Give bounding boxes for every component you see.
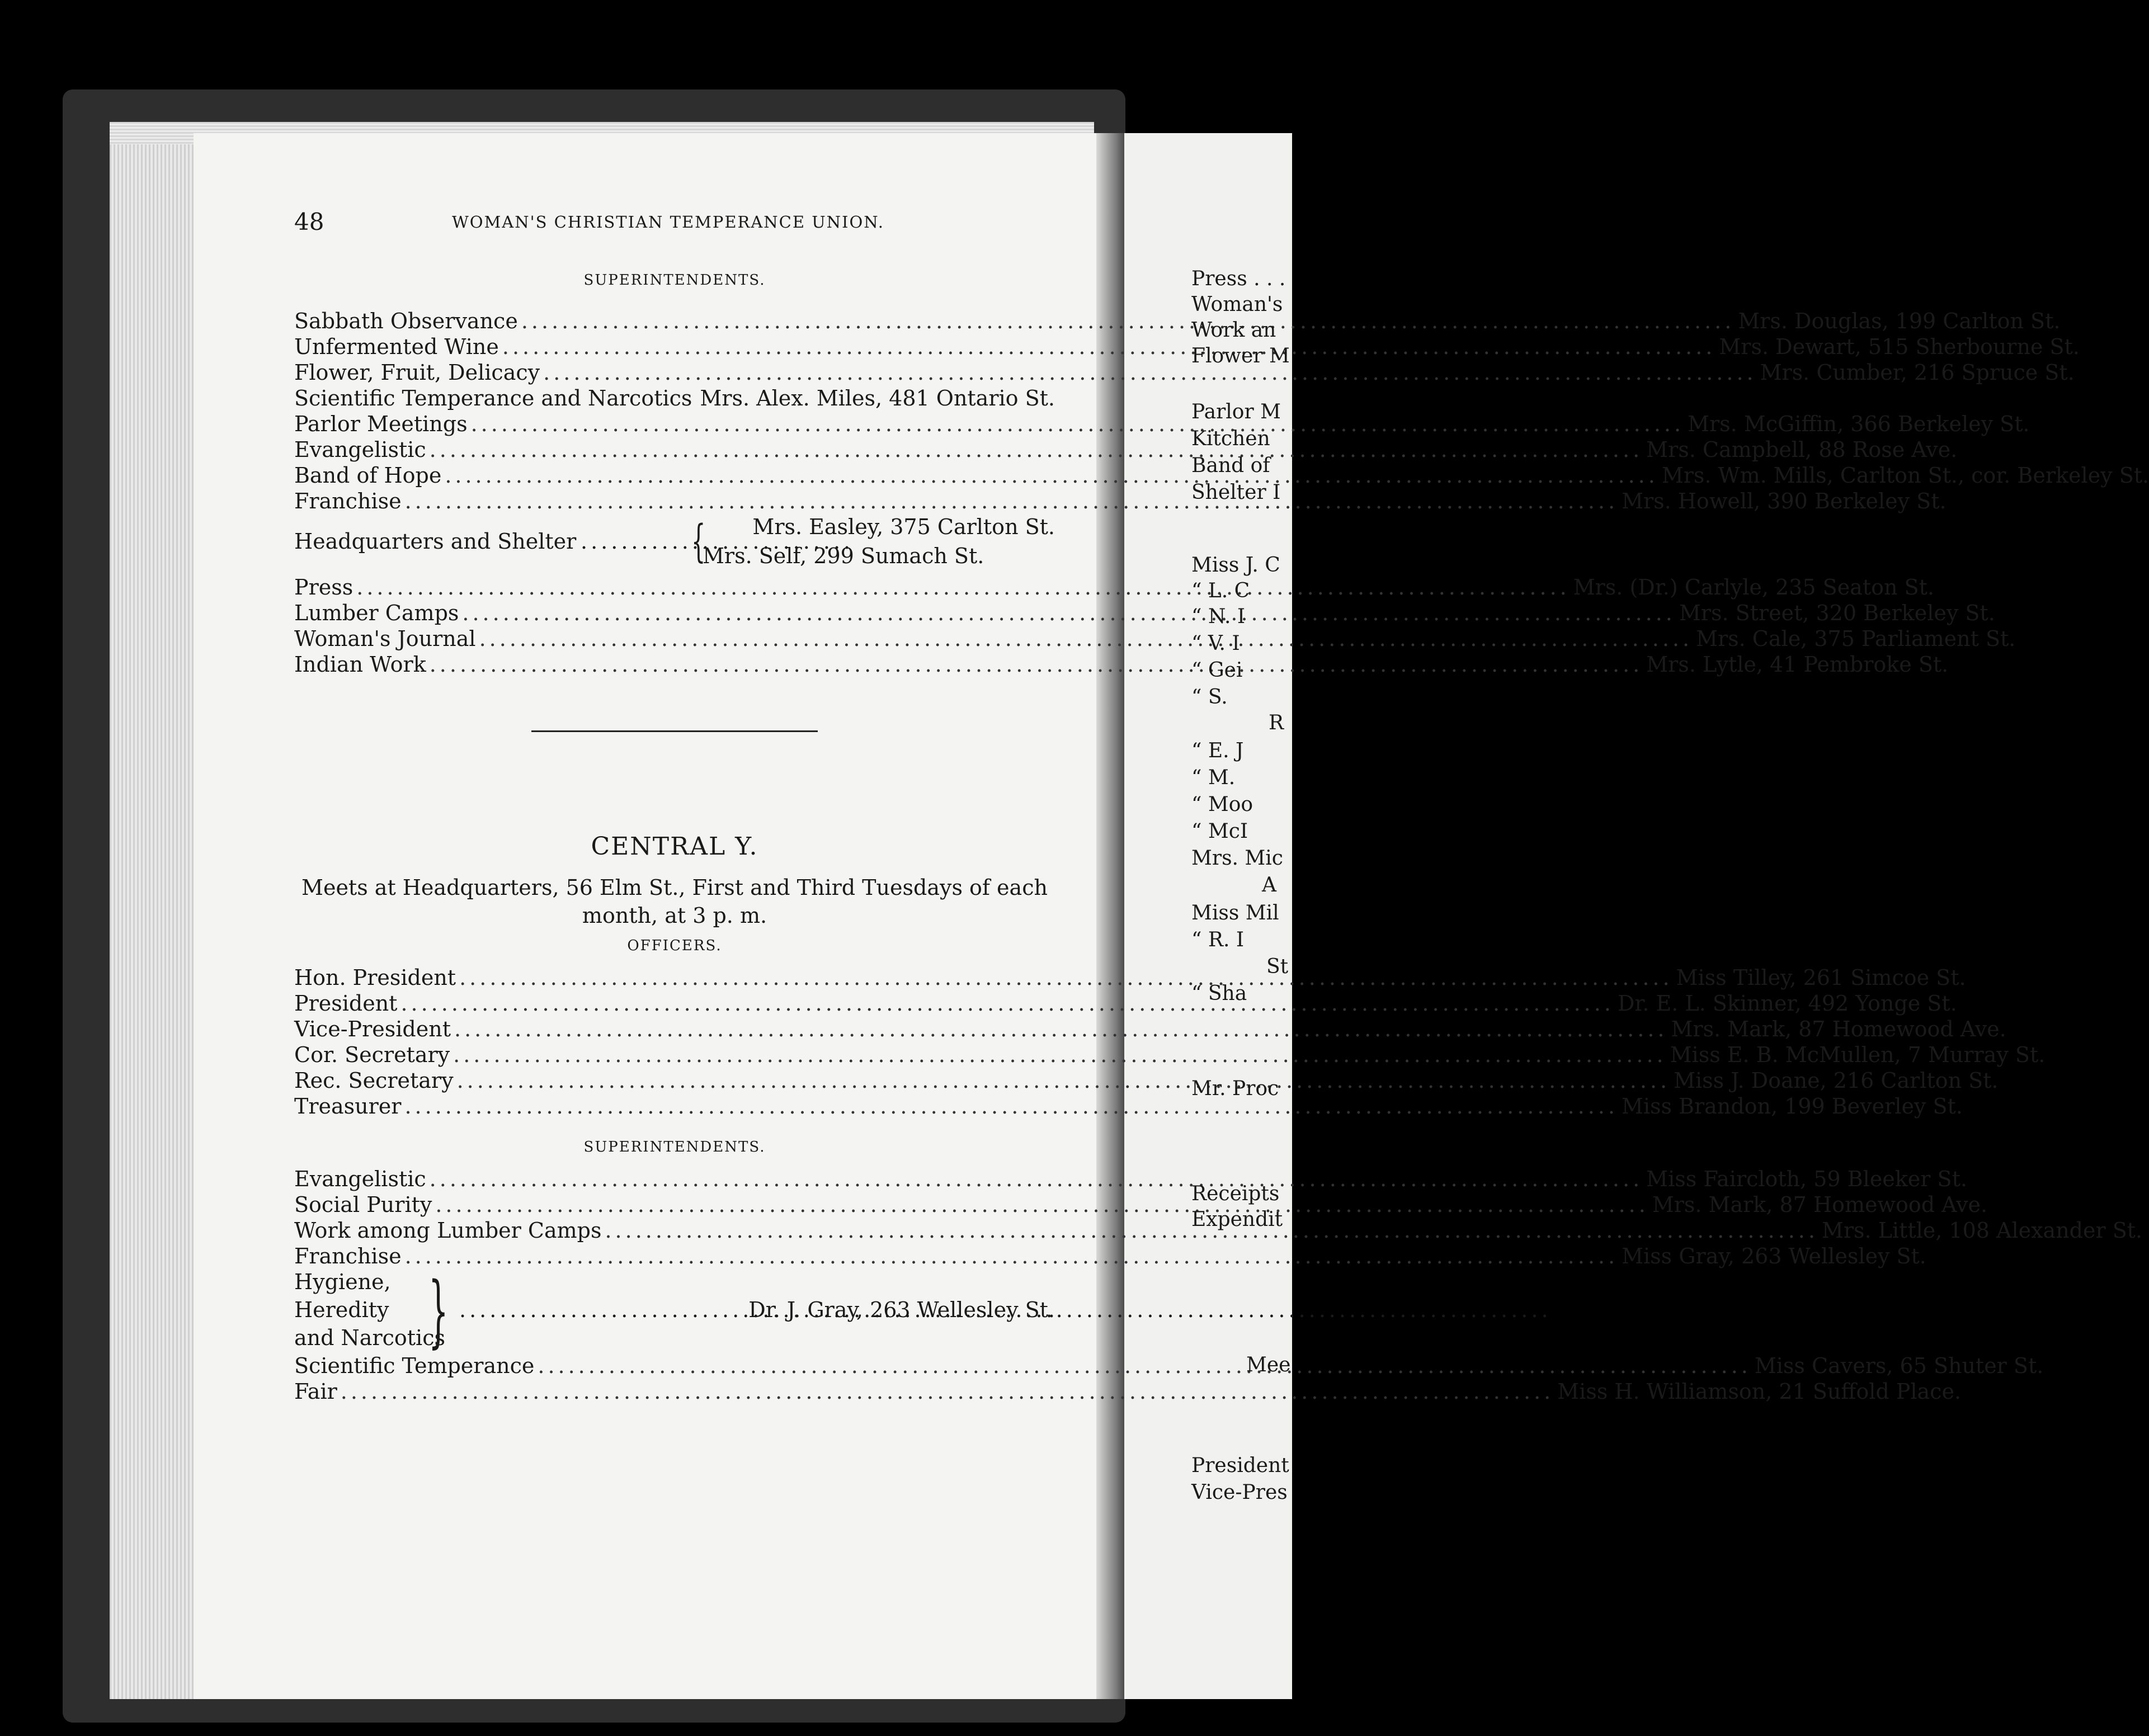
right-page-line: St bbox=[1266, 955, 1289, 978]
right-page-line: Mr. Proc bbox=[1191, 1077, 1279, 1100]
entry-label: Hygiene, bbox=[294, 1270, 391, 1294]
right-page-line: “ L. C bbox=[1191, 579, 1250, 602]
right-page-line: Shelter I bbox=[1191, 481, 1281, 504]
right-page-line: Woman's bbox=[1191, 293, 1283, 316]
dot-leader bbox=[430, 652, 1643, 677]
right-page-line: “ V. I bbox=[1191, 632, 1240, 655]
dot-leader bbox=[453, 1042, 1667, 1067]
entry-value: Mrs. Douglas, 199 Carlton St. bbox=[1738, 309, 2061, 333]
right-page-line: Press . . . bbox=[1191, 267, 1286, 290]
list-item bbox=[294, 386, 1055, 412]
entry-label: Evangelistic bbox=[294, 1167, 426, 1191]
list-item bbox=[294, 1017, 2006, 1042]
right-page-line: Miss J. C bbox=[1191, 554, 1280, 577]
section-title: CENTRAL Y. bbox=[591, 832, 758, 861]
dot-leader bbox=[341, 1379, 1554, 1404]
entry-value: Mrs. (Dr.) Carlyle, 235 Seaton St. bbox=[1573, 575, 1934, 600]
entry-label: and Narcotics bbox=[294, 1325, 445, 1350]
dot-leader bbox=[405, 1244, 1619, 1268]
entry-value: Dr. J. Gray, 263 Wellesley St. bbox=[748, 1298, 1055, 1322]
entry-value: Mrs. Wm. Mills, Carlton St., cor. Berkeley St. bbox=[1661, 463, 2149, 488]
brace-icon: } bbox=[428, 1266, 449, 1357]
entry-label: Lumber Camps bbox=[294, 601, 459, 625]
list-item bbox=[294, 412, 2030, 437]
entry-label: Rec. Secretary bbox=[294, 1068, 454, 1093]
right-page-line: “ Sha bbox=[1191, 982, 1247, 1005]
entry-value: Mrs. Lytle, 41 Pembroke St. bbox=[1646, 652, 1949, 677]
entry-value: Miss E. B. McMullen, 7 Murray St. bbox=[1670, 1042, 2046, 1067]
list-item bbox=[294, 360, 2075, 386]
entry-value: Mrs. Little, 108 Alexander St. bbox=[1821, 1218, 2143, 1243]
dot-leader bbox=[356, 575, 1570, 600]
entry-value: Miss Faircloth, 59 Bleeker St. bbox=[1646, 1167, 1967, 1191]
dot-leader bbox=[430, 1167, 1643, 1191]
entry-label: Indian Work bbox=[294, 652, 426, 677]
dot-leader bbox=[471, 412, 1685, 436]
dot-leader bbox=[695, 386, 696, 411]
right-page-line: A bbox=[1262, 874, 1276, 897]
entry-label: Band of Hope bbox=[294, 463, 442, 488]
right-page-line: Mrs. Mic bbox=[1191, 847, 1283, 870]
right-page-line: “ M. bbox=[1191, 766, 1236, 789]
meeting-info bbox=[294, 874, 1055, 930]
entry-label: Fair bbox=[294, 1379, 337, 1404]
entry-value: Mrs. Howell, 390 Berkeley St. bbox=[1622, 489, 1947, 513]
dot-leader bbox=[405, 489, 1619, 513]
section-divider bbox=[531, 730, 818, 732]
running-head bbox=[294, 208, 1055, 242]
dot-leader bbox=[457, 1068, 1671, 1093]
dot-leader bbox=[538, 1353, 1751, 1378]
dot-leader bbox=[543, 360, 1757, 385]
entry-value: Mrs. Cumber, 216 Spruce St. bbox=[1760, 360, 2075, 385]
entry-value: Mrs. Dewart, 515 Sherbourne St. bbox=[1719, 334, 2080, 359]
list-item bbox=[294, 965, 1966, 991]
right-page-line: Parlor M bbox=[1191, 400, 1281, 423]
right-page-line: “ McI bbox=[1191, 820, 1248, 843]
right-page-line: Band of bbox=[1191, 454, 1270, 477]
entry-label: Cor. Secretary bbox=[294, 1042, 450, 1067]
entry-label: Vice-President bbox=[294, 1017, 451, 1041]
entry-value: Miss Tilley, 261 Simcoe St. bbox=[1676, 965, 1966, 990]
dot-leader bbox=[521, 309, 1735, 333]
entry-label: President bbox=[294, 991, 398, 1016]
dot-leader bbox=[581, 529, 687, 554]
dot-leader bbox=[435, 1192, 1649, 1217]
right-page-line: “ E. J bbox=[1191, 739, 1244, 762]
entry-value: Miss Gray, 263 Wellesley St. bbox=[1622, 1244, 1926, 1268]
right-page-line: Vice-Pres bbox=[1191, 1481, 1288, 1504]
right-page-line: Mee bbox=[1246, 1353, 1291, 1376]
entry-label: Sabbath Observance bbox=[294, 309, 518, 333]
entry-label: Social Purity bbox=[294, 1192, 432, 1217]
list-item bbox=[294, 1042, 2046, 1068]
entry-value: Mrs. Self, 299 Sumach St. bbox=[703, 544, 984, 568]
entry-value: Mrs. McGiffin, 366 Berkeley St. bbox=[1688, 412, 2030, 436]
entry-value: Miss Brandon, 199 Beverley St. bbox=[1621, 1094, 1963, 1119]
right-page-line: Receipts bbox=[1191, 1182, 1280, 1205]
entry-label: Franchise bbox=[294, 1244, 402, 1268]
list-item bbox=[294, 463, 2149, 489]
entry-value: Mrs. Street, 320 Berkeley St. bbox=[1679, 601, 1995, 625]
entry-label: Headquarters and Shelter bbox=[294, 529, 577, 554]
right-page-line: “ Moo bbox=[1191, 793, 1253, 816]
right-page-line: Kitchen bbox=[1191, 427, 1270, 450]
entry-label: Scientific Temperance bbox=[294, 1353, 535, 1378]
right-page-line: “ R. I bbox=[1191, 928, 1245, 951]
page-number: 48 bbox=[294, 208, 324, 235]
meeting-info-line: Meets at Headquarters, 56 Elm St., First and Third Tuesdays of each bbox=[301, 875, 1048, 900]
dot-leader bbox=[479, 626, 1693, 651]
entry-value: Miss Cavers, 65 Shuter St. bbox=[1754, 1353, 2044, 1378]
superintendents-heading: SUPERINTENDENTS. bbox=[583, 272, 766, 289]
entry-label: Franchise bbox=[294, 489, 402, 513]
entry-label: Evangelistic bbox=[294, 437, 426, 462]
entry-value: Dr. E. L. Skinner, 492 Yonge St. bbox=[1617, 991, 1957, 1016]
right-page-line: “ S. bbox=[1191, 686, 1228, 709]
right-page-line: Miss Mil bbox=[1191, 902, 1279, 924]
meeting-info-line: month, at 3 p. m. bbox=[582, 903, 767, 928]
entry-label: Unfermented Wine bbox=[294, 334, 499, 359]
officers-heading: OFFICERS. bbox=[627, 937, 722, 954]
hygiene-entry bbox=[294, 1266, 1055, 1357]
entry-label: Work among Lumber Camps bbox=[294, 1218, 602, 1243]
right-page-line: Work an bbox=[1191, 319, 1276, 342]
entry-label: Woman's Journal bbox=[294, 626, 476, 651]
entry-label: Press bbox=[294, 575, 354, 600]
right-page-line: Flower M bbox=[1191, 345, 1290, 367]
dot-leader bbox=[430, 437, 1643, 462]
entry-value: Mrs. Campbell, 88 Rose Ave. bbox=[1646, 437, 1958, 462]
dot-leader bbox=[400, 991, 1614, 1016]
list-item bbox=[294, 1094, 1963, 1120]
dot-leader bbox=[454, 1017, 1668, 1041]
entry-value: Mrs. Cale, 375 Parliament St. bbox=[1696, 626, 2016, 651]
right-page-line: “ N. I bbox=[1191, 605, 1246, 628]
entry-label: Heredity bbox=[294, 1298, 389, 1322]
dot-leader bbox=[404, 1094, 1618, 1119]
list-item bbox=[294, 1379, 1962, 1405]
entry-label: Scientific Temperance and Narcotics bbox=[294, 386, 692, 411]
entry-value: Miss J. Doane, 216 Carlton St. bbox=[1674, 1068, 1999, 1093]
dot-leader bbox=[459, 965, 1673, 990]
list-item bbox=[294, 1167, 1967, 1192]
entry-label: Parlor Meetings bbox=[294, 412, 468, 436]
entry-label: Hon. President bbox=[294, 965, 456, 990]
central-superintendents-heading: SUPERINTENDENTS. bbox=[583, 1139, 766, 1155]
brace-icon: { bbox=[691, 515, 706, 567]
right-page-line: “ Gei bbox=[1191, 659, 1243, 682]
right-page-line: Expendit bbox=[1191, 1208, 1283, 1231]
right-page-line: President bbox=[1191, 1454, 1289, 1477]
right-page-line: R bbox=[1269, 711, 1284, 734]
dot-leader bbox=[462, 601, 1676, 625]
entry-value: Mrs. Mark, 87 Homewood Ave. bbox=[1671, 1017, 2006, 1041]
dot-leader bbox=[502, 334, 1716, 359]
headquarters-entry bbox=[294, 515, 1055, 575]
entry-value: Miss H. Williamson, 21 Suffold Place. bbox=[1557, 1379, 1962, 1404]
running-title: WOMAN'S CHRISTIAN TEMPERANCE UNION. bbox=[452, 213, 885, 232]
dot-leader bbox=[445, 463, 1658, 488]
entry-value: Mrs. Mark, 87 Homewood Ave. bbox=[1652, 1192, 1988, 1217]
entry-label: Flower, Fruit, Delicacy bbox=[294, 360, 540, 385]
list-item bbox=[294, 1244, 1926, 1270]
entry-value: Mrs. Alex. Miles, 481 Ontario St. bbox=[700, 386, 1055, 411]
entry-label: Treasurer bbox=[294, 1094, 402, 1119]
entry-value: Mrs. Easley, 375 Carlton St. bbox=[752, 515, 1055, 539]
